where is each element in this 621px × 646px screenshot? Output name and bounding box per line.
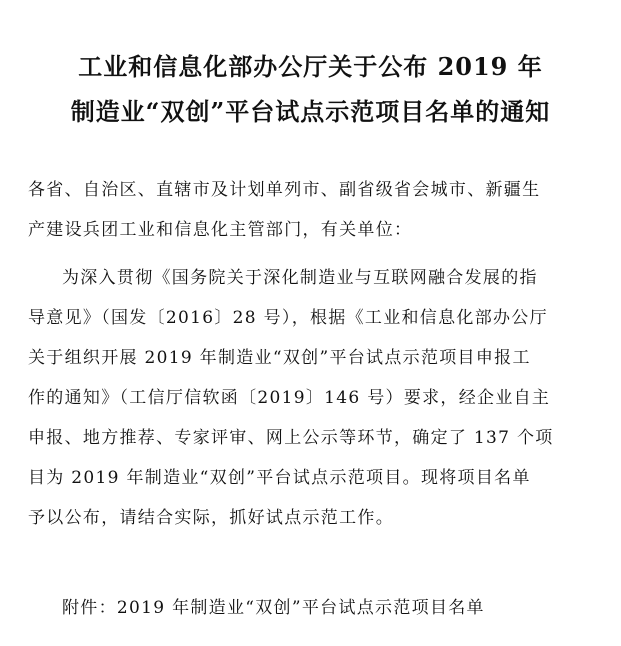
attachment-note: 附件：2019 年制造业“双创”平台试点示范项目名单: [62, 598, 485, 618]
body-line-4: 作的通知》（工信厅信软函〔2019〕146 号）要求，经企业自主: [28, 388, 551, 408]
body-line-3: 关于组织开展 2019 年制造业“双创”平台试点示范项目申报工: [28, 348, 531, 368]
body-paragraph: [28, 258, 598, 538]
salutation-line-1: 各省、自治区、直辖市及计划单列市、副省级省会城市、新疆生: [28, 180, 541, 200]
body-line-7: 予以公布，请结合实际，抓好试点示范工作。: [28, 508, 394, 528]
body-line-5: 申报、地方推荐、专家评审、网上公示等环节，确定了 137 个项: [28, 428, 554, 448]
body-line-2: 导意见》（国发〔2016〕28 号），根据《工业和信息化部办公厅: [28, 308, 548, 328]
document-title-line-1: 工业和信息化部办公厅关于公布 2019 年: [78, 52, 543, 81]
salutation: [28, 170, 598, 250]
body-line-6: 目为 2019 年制造业“双创”平台试点示范项目。现将项目名单: [28, 468, 531, 488]
document-title-line-2: 制造业“双创”平台试点示范项目名单的通知: [70, 97, 551, 126]
body-line-1: 为深入贯彻《国务院关于深化制造业与互联网融合发展的指: [62, 268, 538, 288]
salutation-line-2: 产建设兵团工业和信息化主管部门，有关单位：: [28, 220, 413, 240]
